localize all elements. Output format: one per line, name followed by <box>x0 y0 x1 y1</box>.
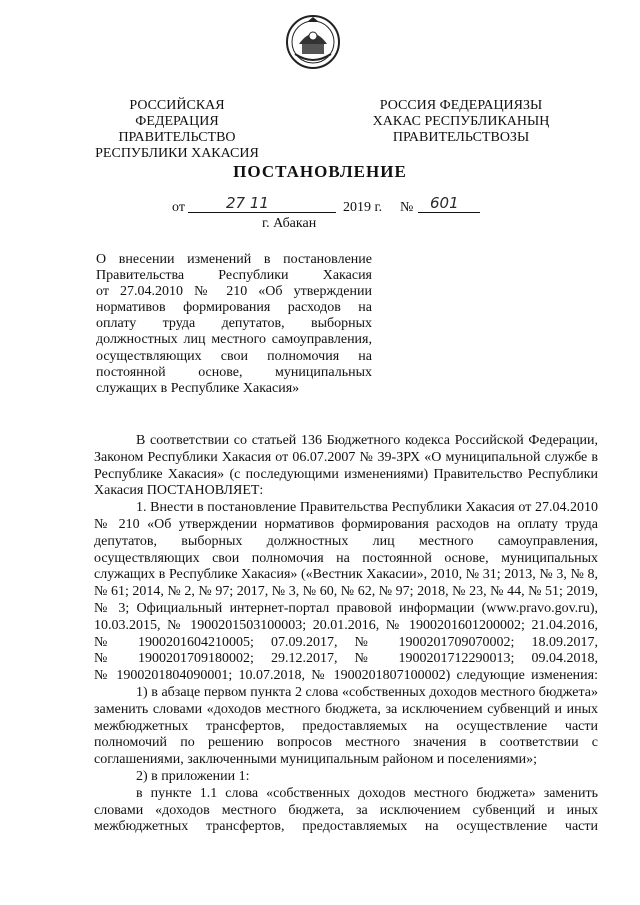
subject-line: нормативов формирования расходов на <box>96 300 372 316</box>
date-handwritten: 27 11 <box>226 194 269 212</box>
header-right-line: РОССИЯ ФЕДЕРАЦИЯЗЫ <box>379 98 543 113</box>
document-body <box>94 433 598 836</box>
document-title: ПОСТАНОВЛЕНИЕ <box>233 162 407 181</box>
header-left <box>86 98 268 162</box>
header-left-line: РОССИЙСКАЯ ФЕДЕРАЦИЯ <box>129 98 225 129</box>
body-line: в пункте 1.1 слова «собственных доходов местного бюджета» заменить <box>136 785 598 801</box>
body-line: В соответствии со статьей 136 Бюджетного кодекса Российской Федерации, <box>136 433 598 448</box>
subject-line: постоянной основе, муниципальных <box>96 364 372 380</box>
body-line: осуществляющих свои полномочия на постоянной основе, муниципальных <box>94 550 598 566</box>
body-line: Законом Республики Хакасия от 06.07.2007 № 39-ЗРХ «О муниципальной службе в <box>94 449 598 465</box>
document-subject <box>96 252 372 397</box>
header-right <box>366 98 556 146</box>
body-line: Республике Хакасия» (с последующими изменениями) Правительство Республики <box>94 466 598 482</box>
body-line: межбюджетных трансфертов, предоставляемых на осуществление части <box>94 819 598 835</box>
date-prefix: от <box>172 200 185 215</box>
header-left-line: ПРАВИТЕЛЬСТВО <box>118 130 236 145</box>
body-line: 1) в абзаце первом пункта 2 слова «собственных доходов местного бюджета» <box>136 684 598 700</box>
header-right-line: ХАКАС РЕСПУБЛИКАНЫҢ <box>372 114 550 129</box>
body-line: № 61; 2014, № 2, № 97; 2017, № 3, № 60, № 62, № 97; 2018, № 23, № 44, № 51; 2019, <box>94 584 598 600</box>
body-line: Хакасия ПОСТАНОВЛЯЕТ: <box>94 483 264 499</box>
body-line: депутатов, выборных должностных лиц местного самоуправления, <box>94 533 598 549</box>
subject-line: должностных лиц местного самоуправления, <box>96 332 372 348</box>
header-left-line: РЕСПУБЛИКИ ХАКАСИЯ <box>95 146 259 161</box>
body-line: № 1900201804090001; 10.07.2018, № 1900201807100002) следующие изменения: <box>94 668 598 684</box>
body-line: межбюджетных трансфертов, предоставляемых на осуществление части <box>94 718 598 734</box>
body-line: 10.03.2015, № 1900201503100003; 20.01.2016, № 1900201601200002; 21.04.2016, <box>94 617 598 633</box>
city: г. Абакан <box>262 216 317 231</box>
body-line: № 3; Официальный интернет-портал правовой информации (www.pravo.gov.ru), <box>94 600 598 616</box>
number-label: № <box>400 200 414 215</box>
body-line: № 1900201604210005; 07.09.2017, № 1900201709070002; 18.09.2017, <box>94 634 598 650</box>
coat-of-arms-emblem <box>285 14 341 70</box>
subject-line: Правительства Республики Хакасия <box>96 268 372 284</box>
body-line: соглашениями, заключенными муниципальным районом и поселениями»; <box>94 752 538 768</box>
body-line: № 210 «Об утверждении нормативов формирования расходов на оплату труда <box>94 516 598 532</box>
body-line: служащих в Республике Хакасия» («Вестник Хакасии», 2010, № 31; 2013, № 3, № 8, <box>94 567 598 583</box>
subject-line: служащих в Республике Хакасия» <box>96 380 300 396</box>
body-line: 1. Внести в постановление Правительства Республики Хакасия от 27.04.2010 <box>136 500 598 516</box>
year-label: 2019 г. <box>343 200 383 215</box>
body-line: полномочий по решению вопросов местного значения в соответствии с <box>94 735 598 751</box>
subject-line: О внесении изменений в постановление <box>96 252 372 267</box>
subject-line: от 27.04.2010 № 210 «Об утверждении <box>96 284 372 300</box>
body-line: 2) в приложении 1: <box>136 768 250 784</box>
subject-line: осуществляющих свои полномочия на <box>96 348 372 364</box>
header-right-line: ПРАВИТЕЛЬСТВОЗЫ <box>392 130 530 145</box>
body-line: словами «доходов местного бюджета, за исключением субвенций и иных <box>94 802 598 818</box>
subject-line: оплату труда депутатов, выборных <box>96 316 372 332</box>
body-line: заменить словами «доходов местного бюджета, за исключением субвенций и иных <box>94 701 598 717</box>
body-line: № 1900201709180002; 29.12.2017, № 1900201712290013; 09.04.2018, <box>94 651 598 667</box>
number-handwritten: 601 <box>430 194 459 212</box>
